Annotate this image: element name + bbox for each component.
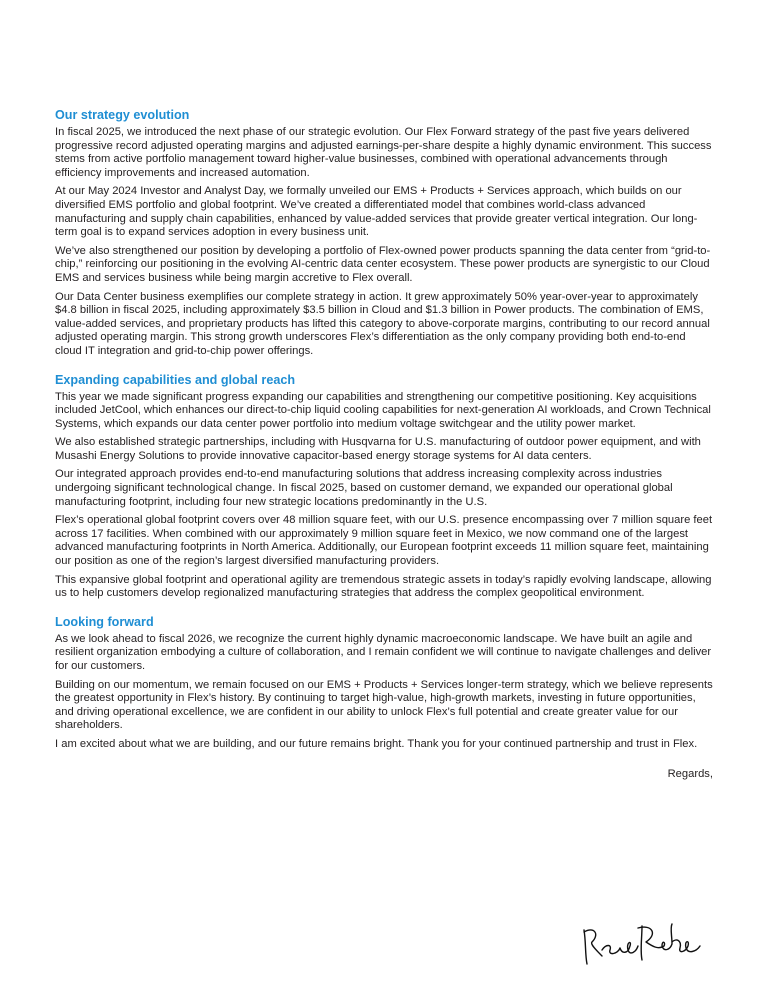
paragraph: At our May 2024 Investor and Analyst Day, we formally unveiled our EMS + Products + Services approach, which builds on our diversified EMS portfolio and global footprint. We’ve created a differentiated model that combines world-class advanced manufacturing and supply chain capabilities, enhanced by value-added services that provide greater vertical integration. Our long-term goal is to expand services adoption in every business unit. [55, 185, 698, 239]
paragraph: In fiscal 2025, we introduced the next phase of our strategic evolution. Our Flex Forward strategy of the past five years delivered progressive record adjusted operating margins and adjusted earnings-per-share despite a highly dynamic environment. This success stems from active portfolio management toward higher-value businesses, combined with operational advancements through efficiency improvements and increased automation. [55, 126, 712, 179]
signature-image [578, 920, 708, 968]
paragraph: Building on our momentum, we remain focused on our EMS + Products + Services longer-term strategy, which we believe represents the greatest opportunity in Flex’s history. By continuing to target high-value, high-growth markets, investing in future opportunities, and driving operational excellence, we are confident in our ability to unlock Flex’s full potential and create greater value for our shareholders. [55, 678, 713, 732]
paragraph: This year we made significant progress expanding our capabilities and strengthening our competitive positioning. Key acquisitions included JetCool, which enhances our direct-to-chip liquid cooling capabilities for next-generation AI workloads, and Crown Technical Systems, which expands our data center power portfolio into medium voltage switchgear and the utility power market. [55, 390, 711, 430]
section-strategy-evolution [55, 108, 713, 359]
section-heading: Our strategy evolution [55, 108, 190, 122]
paragraph: We’ve also strengthened our position by developing a portfolio of Flex-owned power products spanning the data center from “grid-to-chip,” reinforcing our positioning in the evolving AI-centric data center ecosystem. These power products are synergistic to our Cloud EMS and services business while being margin accretive to Flex overall. [55, 244, 711, 284]
paragraph: As we look ahead to fiscal 2026, we recognize the current highly dynamic macroeconomic landscape. We have built an agile and resilient organization embodying a culture of collaboration, and I remain confident we will continue to navigate challenges and deliver for our customers. [55, 632, 712, 672]
section-heading: Expanding capabilities and global reach [55, 372, 296, 387]
closing-regards: Regards, [667, 767, 713, 780]
paragraph: I am excited about what we are building, and our future remains bright. Thank you for your continued partnership and trust in Flex. [55, 737, 698, 750]
paragraph: Flex’s operational global footprint covers over 48 million square feet, with our U.S. presence encompassing over 7 million square feet across 17 facilities. When combined with our approximately 9 million square feet in Mexico, we now command one of the largest advanced manufacturing footprints in North America. Additionally, our European footprint exceeds 11 million square feet, maintaining our position as one of the region’s largest diversified manufacturing providers. [55, 514, 713, 568]
paragraph: Our integrated approach provides end-to-end manufacturing solutions that address increasing complexity across industries undergoing significant technological change. In fiscal 2025, based on customer demand, we expanded our operational global manufacturing footprint, including four new strategic locations predominantly in the U.S. [55, 468, 673, 508]
paragraph: We also established strategic partnerships, including with Husqvarna for U.S. manufacturing of outdoor power equipment, and with Musashi Energy Solutions to provide innovative capacitor-based energy storage systems for AI data centers. [55, 436, 701, 462]
paragraph: This expansive global footprint and operational agility are tremendous strategic assets in today’s rapidly evolving landscape, allowing us to help customers develop regionalized manufacturing strategies that address the complex geopolitical environment. [55, 573, 712, 600]
section-heading: Looking forward [55, 614, 154, 629]
paragraph: Our Data Center business exemplifies our complete strategy in action. It grew approximately 50% year-over-year to approximately $4.8 billion in fiscal 2025, including approximately $3.5 billion in Cloud and $1.3 billion in Power products. The combination of EMS, value-added services, and proprietary products has lifted this category to above-corporate margins, contributing to our record annual adjusted operating margin. This strong growth underscores Flex’s differentiation as the only company providing both end-to-end cloud IT integration and grid-to-chip power offerings. [55, 290, 710, 357]
section-looking-forward [55, 615, 713, 752]
section-capabilities-global-reach [55, 373, 713, 601]
